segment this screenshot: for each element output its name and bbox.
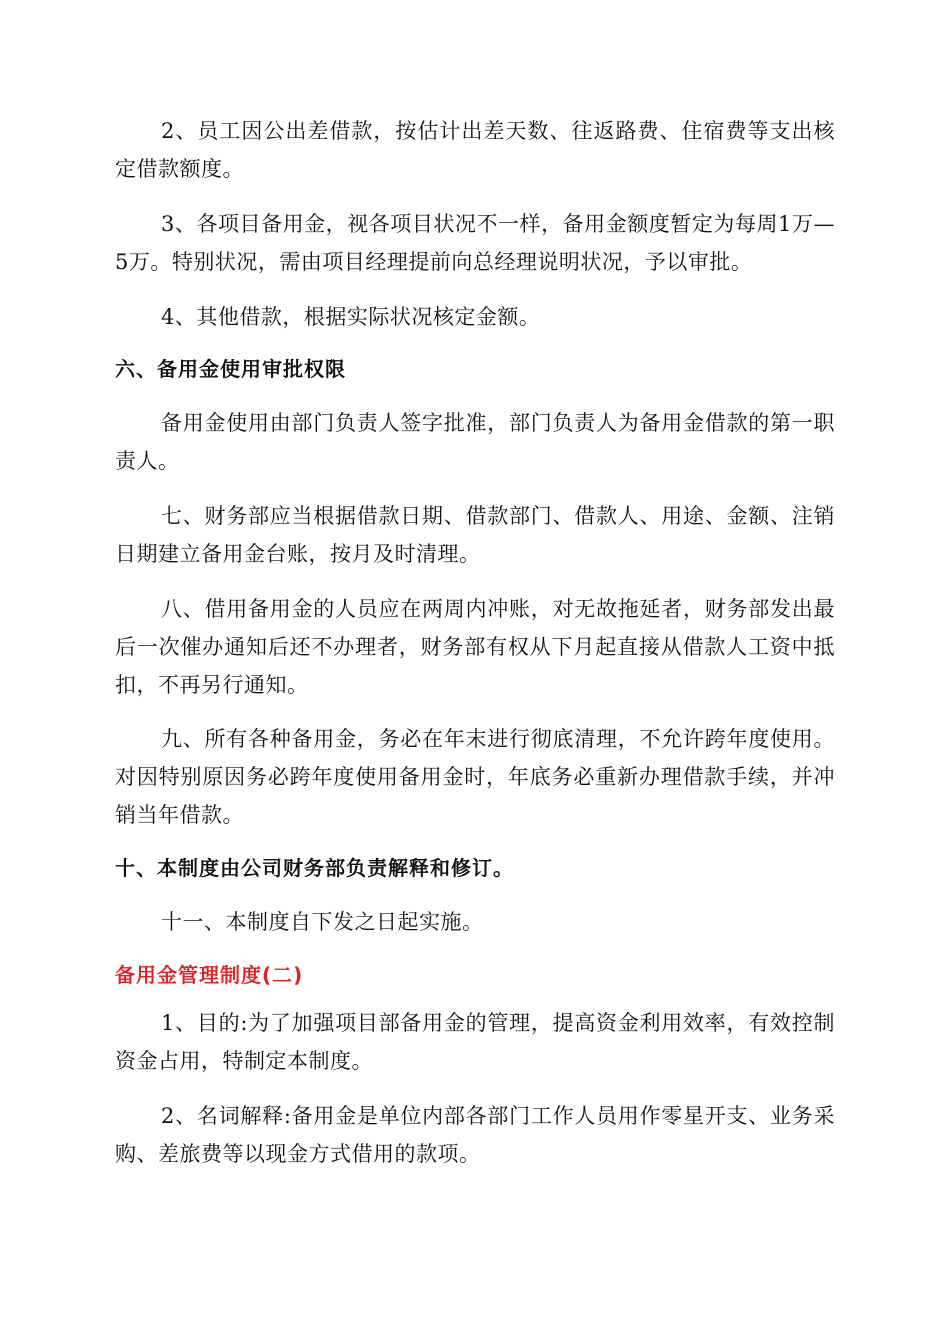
- paragraph-item-3: 3、各项目备用金，视各项目状况不一样，备用金额度暂定为每周1万—5万。特别状况，需由项目经理提前向总经理说明状况，予以审批。: [115, 212, 835, 274]
- paragraph-section-nine: 九、所有各种备用金，务必在年末进行彻底清理，不允许跨年度使用。对因特别原因务必跨年度使用备用金时，年底务必重新办理借款手续，并冲销当年借款。: [115, 727, 835, 827]
- heading-section-six: 六、备用金使用审批权限: [115, 357, 346, 381]
- paragraph-section-six: 备用金使用由部门负责人签字批准，部门负责人为备用金借款的第一职责人。: [115, 411, 835, 473]
- paragraph-item-2: 2、员工因公出差借款，按估计出差天数、往返路费、住宿费等支出核定借款额度。: [115, 119, 835, 181]
- paragraph-item-4: 4、其他借款，根据实际状况核定金额。: [161, 305, 541, 329]
- heading-section-ten: 十、本制度由公司财务部负责解释和修订。: [115, 856, 514, 880]
- paragraph-s2-item-1: 1、目的:为了加强项目部备用金的管理，提高资金利用效率，有效控制资金占用，特制定本制度。: [115, 1011, 835, 1073]
- paragraph-section-seven: 七、财务部应当根据借款日期、借款部门、借款人、用途、金额、注销日期建立备用金台账，按月及时清理。: [115, 504, 835, 566]
- paragraph-s2-item-2: 2、名词解释:备用金是单位内部各部门工作人员用作零星开支、业务采购、差旅费等以现金方式借用的款项。: [115, 1104, 835, 1166]
- paragraph-section-eleven: 十一、本制度自下发之日起实施。: [161, 910, 484, 934]
- section-title-two: 备用金管理制度(二): [115, 963, 304, 987]
- paragraph-section-eight: 八、借用备用金的人员应在两周内冲账，对无故拖延者，财务部发出最后一次催办通知后还不办理者，财务部有权从下月起直接从借款人工资中抵扣，不再另行通知。: [115, 597, 835, 697]
